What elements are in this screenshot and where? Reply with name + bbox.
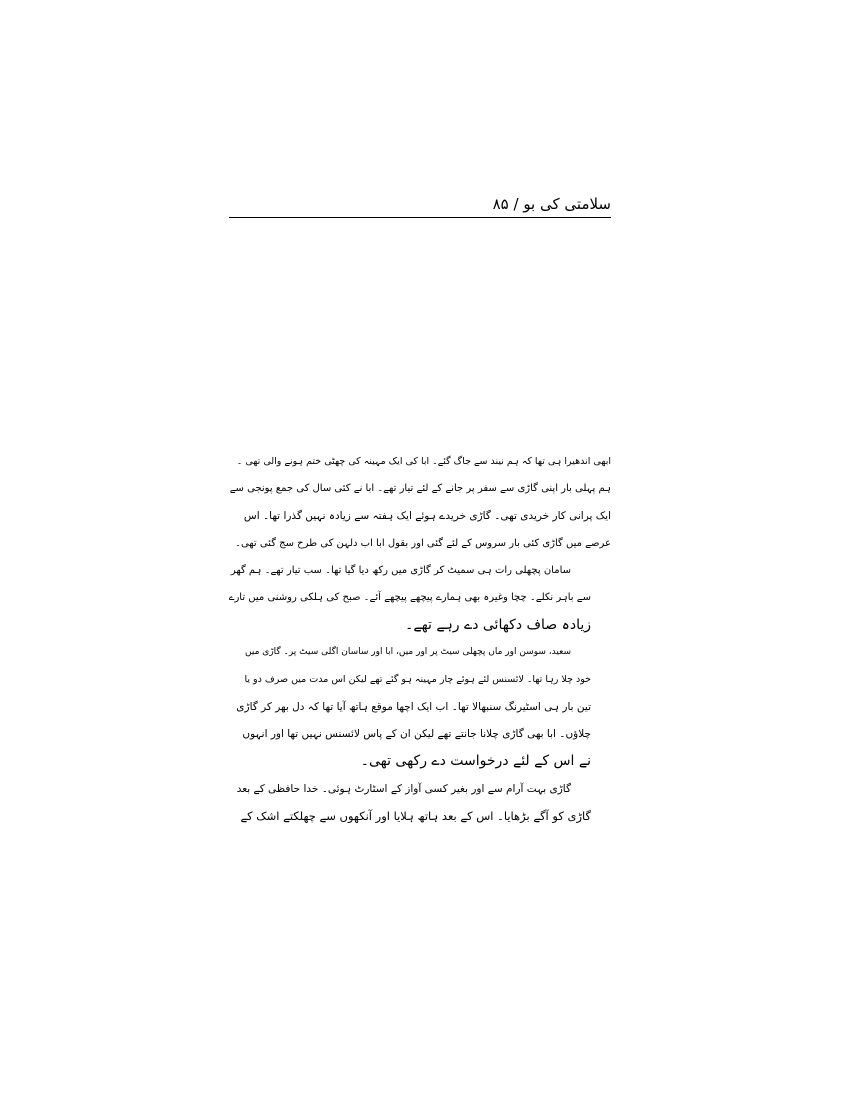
text-line: چلاؤں۔ ابا بھی گاڑی چلانا جانتے تھے لیکن ان کے پاس لائسنس نہیں تھا اور انہوں bbox=[242, 727, 591, 740]
book-title: سلامتی کی بو bbox=[523, 195, 611, 213]
text-line: سے باہر نکلے۔ چچا وغیرہ بھی ہمارے پیچھے پیچھے آئے۔ صبح کی ہلکی روشنی میں تارے bbox=[229, 592, 591, 604]
text-line: گاڑی بہت آرام سے اور بغیر کسی آواز کے اسٹارٹ ہوئی۔ خدا حافظی کے بعد bbox=[236, 782, 571, 795]
text-line: نے اس کے لئے درخواست دے رکھی تھی۔ bbox=[360, 753, 591, 770]
text-line: گاڑی کو آگے بڑھایا۔ اس کے بعد ہاتھ ہلایا اور آنکھوں سے چھلکتے اشک کے bbox=[240, 808, 591, 823]
text-line: ایک پرانی کار خریدی تھی۔ گاڑی خریدے ہوئے ایک ہفتہ سے زیادہ نہیں گذرا تھا۔ اس bbox=[243, 509, 611, 522]
header-rule bbox=[229, 217, 611, 218]
text-line: ہم پہلی بار اپنی گاڑی سے سفر پر جانے کے لئے تیار تھے۔ ابا نے کئی سال کی جمع پونجی سے bbox=[229, 483, 611, 495]
page-number: ۸۵ bbox=[492, 195, 509, 213]
text-line: خود چلا رہا تھا۔ لائسنس لئے ہوئے چار مہینہ ہو گئے تھے لیکن اس مدت میں صرف دو یا bbox=[244, 674, 591, 686]
paragraph-4 bbox=[229, 776, 611, 831]
text-line: سعید، سوسن اور ماں پچھلی سیٹ پر اور میں، ابا اور ساسان اگلی سیٹ پر۔ گاڑی میں bbox=[245, 647, 571, 658]
text-line: تین بار ہی اسٹیرنگ سنبھالا تھا۔ اب ایک اچھا موقع ہاتھ آیا تھا کہ دل بھر کر گاڑی bbox=[236, 700, 591, 713]
text-line: سامان پچھلی رات ہی سمیٹ کر گاڑی میں رکھ دیا گیا تھا۔ سب تیار تھے۔ ہم گھر bbox=[230, 565, 571, 577]
paragraph-2 bbox=[229, 557, 611, 639]
text-line: ابھی اندھیرا ہی تھا کہ ہم نیند سے جاگ گئے۔ ابا کی ایک مہینہ کی چھٹی ختم ہونے والی تھی ۔ bbox=[236, 456, 611, 467]
text-line: عرصے میں گاڑی کئی بار سروس کے لئے گئی اور بقول ابا اب دلہن کی طرح سج گئی تھی۔ bbox=[235, 537, 611, 549]
header-separator: / bbox=[513, 195, 519, 213]
paragraph-3 bbox=[229, 639, 611, 775]
running-header bbox=[233, 193, 611, 217]
paragraph-1 bbox=[229, 448, 611, 557]
text-line: زیادہ صاف دکھائی دے رہے تھے۔ bbox=[405, 616, 591, 633]
body-text bbox=[229, 448, 611, 830]
